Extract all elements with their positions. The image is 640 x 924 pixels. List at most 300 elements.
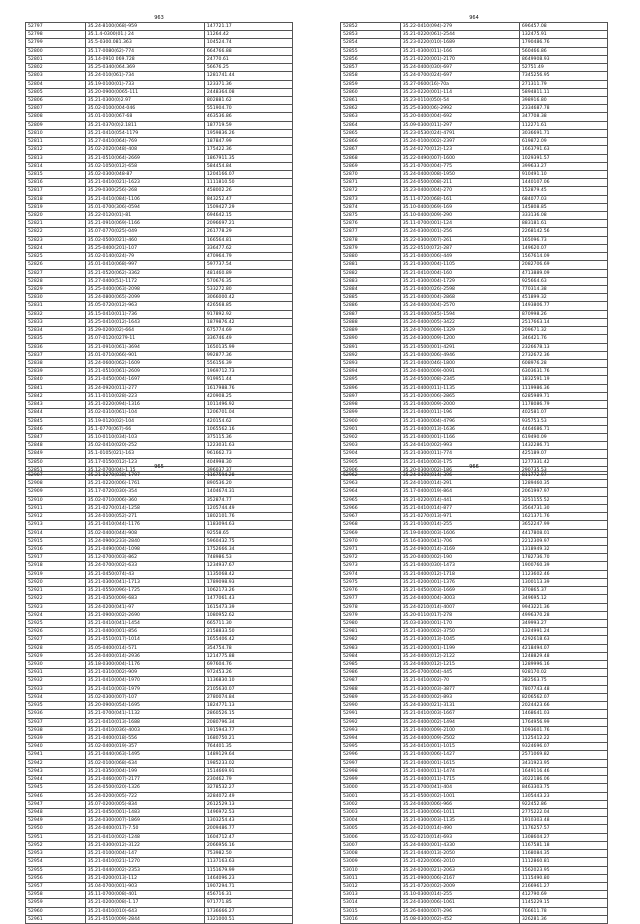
table-row bbox=[26, 866, 293, 874]
table-row bbox=[341, 310, 608, 318]
point-id-cell: 52939 bbox=[26, 735, 86, 743]
point-id-cell: 52841 bbox=[26, 384, 86, 392]
table-row bbox=[341, 513, 608, 521]
easting-cell: 404998.30 bbox=[204, 458, 292, 466]
northing-cell: 35.21-0510(064)-2669 bbox=[85, 154, 204, 162]
northing-cell: 35.24-0800(065)-2099 bbox=[85, 294, 204, 302]
point-id-cell: 52879 bbox=[341, 244, 401, 252]
table-row bbox=[26, 195, 293, 203]
easting-cell: 1248829.48 bbox=[519, 652, 607, 660]
table-row bbox=[341, 702, 608, 710]
point-id-cell: 52800 bbox=[26, 47, 86, 55]
coordinates-table bbox=[25, 471, 293, 924]
northing-cell: 35.07-0120(0279-11 bbox=[85, 335, 204, 343]
point-id-cell: 52906 bbox=[341, 466, 401, 474]
table-row bbox=[26, 359, 293, 367]
table-row bbox=[341, 31, 608, 39]
easting-cell: 1151679.99 bbox=[204, 866, 292, 874]
point-id-cell: 53005 bbox=[341, 825, 401, 833]
easting-cell: 336746.49 bbox=[204, 335, 292, 343]
table-row bbox=[26, 450, 293, 458]
northing-cell: 35.24-0400(005)-3422 bbox=[400, 318, 519, 326]
point-id-cell: 52882 bbox=[341, 269, 401, 277]
easting-cell: 1567614.09 bbox=[519, 253, 607, 261]
table-row bbox=[26, 351, 293, 359]
point-id-cell: 52810 bbox=[26, 129, 86, 137]
easting-cell: 3284072.49 bbox=[204, 792, 292, 800]
point-id-cell: 52993 bbox=[341, 726, 401, 734]
northing-cell: 35.21-0410(013)-1688 bbox=[85, 718, 204, 726]
northing-cell: 35.21-0510(017)-1014 bbox=[85, 636, 204, 644]
easting-cell: 456716.31 bbox=[204, 891, 292, 899]
table-row bbox=[341, 359, 608, 367]
easting-cell: 1867911.35 bbox=[204, 154, 292, 162]
easting-cell: 1300113.39 bbox=[519, 578, 607, 586]
easting-cell: 1604712.47 bbox=[204, 833, 292, 841]
point-id-cell: 52998 bbox=[341, 767, 401, 775]
table-row bbox=[26, 244, 293, 252]
point-id-cell: 52861 bbox=[341, 96, 401, 104]
point-id-cell: 52909 bbox=[26, 488, 86, 496]
easting-cell: 4417808.01 bbox=[519, 529, 607, 537]
northing-cell: 35.09-0300(011)-297 bbox=[400, 121, 519, 129]
table-row bbox=[26, 121, 293, 129]
easting-cell: 396037.37 bbox=[204, 466, 292, 474]
northing-cell: 35.15-0410(011)-736 bbox=[85, 310, 204, 318]
point-id-cell: 52877 bbox=[341, 228, 401, 236]
table-row bbox=[341, 129, 608, 137]
northing-cell: 35.21-0900(002)-2690 bbox=[85, 611, 204, 619]
table-row bbox=[26, 23, 293, 31]
easting-cell: 584454.84 bbox=[204, 162, 292, 170]
northing-cell: 35.24-0400(009)-2502 bbox=[400, 735, 519, 743]
table-row bbox=[26, 595, 293, 603]
easting-cell: 764401.35 bbox=[204, 743, 292, 751]
northing-cell: 35.21-0410(002)-70 bbox=[400, 677, 519, 685]
easting-cell: 8463303.75 bbox=[519, 784, 607, 792]
northing-cell: 35.24-0500(008)-2345 bbox=[400, 376, 519, 384]
northing-cell: 35.12-0700(04)-1.15 bbox=[85, 466, 204, 474]
easting-cell: 7345256.95 bbox=[519, 72, 607, 80]
table-row bbox=[26, 55, 293, 63]
table-row bbox=[26, 743, 293, 751]
northing-cell: 35.21-0910(061)-3694 bbox=[85, 343, 204, 351]
point-id-cell: 52958 bbox=[26, 891, 86, 899]
table-row bbox=[341, 409, 608, 417]
table-row bbox=[26, 294, 293, 302]
northing-cell: 35.05-0400(014)-571 bbox=[85, 644, 204, 652]
point-id-cell: 52974 bbox=[341, 570, 401, 578]
northing-cell: 35.21-0300(004)-4796 bbox=[400, 417, 519, 425]
easting-cell: 458002.26 bbox=[204, 187, 292, 195]
point-id-cell: 52824 bbox=[26, 244, 86, 252]
table-row bbox=[341, 433, 608, 441]
table-row bbox=[341, 154, 608, 162]
point-id-cell: 52950 bbox=[26, 825, 86, 833]
easting-cell: 1289996.16 bbox=[519, 661, 607, 669]
table-row bbox=[341, 236, 608, 244]
point-id-cell: 52831 bbox=[26, 302, 86, 310]
easting-cell: 697604.76 bbox=[204, 661, 292, 669]
northing-cell: 35.21-0410(041)-1454 bbox=[85, 619, 204, 627]
easting-cell: 230462.79 bbox=[204, 776, 292, 784]
northing-cell: 35.24-0270(012)-123 bbox=[400, 146, 519, 154]
table-row bbox=[26, 915, 293, 923]
northing-cell: 35.24-0400(030)-697 bbox=[400, 64, 519, 72]
point-id-cell: 52817 bbox=[26, 187, 86, 195]
table-row bbox=[26, 129, 293, 137]
easting-cell: 1062173.26 bbox=[204, 587, 292, 595]
point-id-cell: 53003 bbox=[341, 808, 401, 816]
northing-cell: 35.10-0400(009)-290 bbox=[400, 212, 519, 220]
point-id-cell: 52886 bbox=[341, 302, 401, 310]
point-id-cell: 52962 bbox=[341, 472, 401, 480]
table-row bbox=[26, 529, 293, 537]
point-id-cell: 52904 bbox=[341, 450, 401, 458]
table-row bbox=[341, 261, 608, 269]
northing-cell: 35.1.4-0300(01.) 24 bbox=[85, 31, 204, 39]
point-id-cell: 52889 bbox=[341, 327, 401, 335]
easting-cell: 560466.86 bbox=[519, 47, 607, 55]
point-id-cell: 52844 bbox=[26, 409, 86, 417]
northing-cell: 35.24-0900(233)-2840 bbox=[85, 537, 204, 545]
table-row bbox=[341, 858, 608, 866]
table-row bbox=[341, 212, 608, 220]
northing-cell: 35.21-0410(003)-175 bbox=[400, 458, 519, 466]
easting-cell: 463536.86 bbox=[204, 113, 292, 121]
easting-cell: 481460.89 bbox=[204, 269, 292, 277]
table-row bbox=[26, 907, 293, 915]
table-row bbox=[26, 570, 293, 578]
table-row bbox=[341, 96, 608, 104]
northing-cell: 35.21-0270(014)-1258 bbox=[85, 504, 204, 512]
point-id-cell: 52883 bbox=[341, 277, 401, 285]
point-id-cell: 52913 bbox=[26, 521, 86, 529]
point-id-cell: 52875 bbox=[341, 212, 401, 220]
northing-cell: 35.02-0400(044)-908 bbox=[85, 529, 204, 537]
easting-cell: 1432286.71 bbox=[519, 442, 607, 450]
easting-cell: 928170.02 bbox=[519, 669, 607, 677]
table-row bbox=[26, 47, 293, 55]
table-row bbox=[26, 710, 293, 718]
point-id-cell: 52936 bbox=[26, 710, 86, 718]
easting-cell: 1969712.73 bbox=[204, 368, 292, 376]
point-id-cell: 52922 bbox=[26, 595, 86, 603]
northing-cell: 35.21-0440(063)-1495 bbox=[85, 751, 204, 759]
point-id-cell: 53012 bbox=[341, 882, 401, 890]
easting-cell: 1119986.36 bbox=[519, 384, 607, 392]
table-row bbox=[341, 343, 608, 351]
northing-cell: 35.18-0300(004)-1176 bbox=[85, 661, 204, 669]
table-row bbox=[341, 800, 608, 808]
table-row bbox=[26, 154, 293, 162]
table-row bbox=[341, 496, 608, 504]
table-row bbox=[26, 425, 293, 433]
coordinates-table bbox=[340, 22, 608, 475]
point-id-cell: 52941 bbox=[26, 751, 86, 759]
point-id-cell: 52827 bbox=[26, 269, 86, 277]
easting-cell: 1281741.44 bbox=[204, 72, 292, 80]
easting-cell: 1289460.35 bbox=[519, 480, 607, 488]
point-id-cell: 52967 bbox=[341, 513, 401, 521]
northing-cell: 35.19-0400(003)-1606 bbox=[400, 529, 519, 537]
point-id-cell: 52856 bbox=[341, 55, 401, 63]
easting-cell: 354754.78 bbox=[204, 644, 292, 652]
table-row bbox=[26, 113, 293, 121]
table-row bbox=[341, 628, 608, 636]
northing-cell: 35.21-0400(011)-1135 bbox=[400, 384, 519, 392]
easting-cell: 347708.38 bbox=[519, 113, 607, 121]
point-id-cell: 52981 bbox=[341, 628, 401, 636]
point-id-cell: 52843 bbox=[26, 401, 86, 409]
easting-cell: 925664.63 bbox=[519, 277, 607, 285]
point-id-cell: 52975 bbox=[341, 578, 401, 586]
table-row bbox=[341, 562, 608, 570]
northing-cell: 35.23-0220(010)-1689 bbox=[400, 39, 519, 47]
easting-cell: 1135068.42 bbox=[204, 570, 292, 578]
point-id-cell: 53010 bbox=[341, 866, 401, 874]
northing-cell: 35.24-010(061)-734 bbox=[85, 72, 204, 80]
point-id-cell: 52797 bbox=[26, 23, 86, 31]
easting-cell: 8649908.93 bbox=[519, 55, 607, 63]
point-id-cell: 52997 bbox=[341, 759, 401, 767]
northing-cell: 35.24-0400(017)-7.50 bbox=[85, 825, 204, 833]
point-id-cell: 52925 bbox=[26, 619, 86, 627]
easting-cell: 1111810.50 bbox=[204, 179, 292, 187]
table-row bbox=[26, 661, 293, 669]
easting-cell: 4292618.63 bbox=[519, 636, 607, 644]
easting-cell: 3278532.27 bbox=[204, 784, 292, 792]
point-id-cell: 52895 bbox=[341, 376, 401, 384]
point-id-cell: 52959 bbox=[26, 899, 86, 907]
northing-cell: 35.02-0140(024)-79 bbox=[85, 253, 204, 261]
easting-cell: 1178086.79 bbox=[519, 401, 607, 409]
table-row bbox=[341, 693, 608, 701]
table-row bbox=[341, 504, 608, 512]
table-row bbox=[26, 220, 293, 228]
northing-cell: 35.21-0400(001)-1615 bbox=[400, 759, 519, 767]
table-row bbox=[341, 47, 608, 55]
northing-cell: 35.21-0400(001)-856 bbox=[85, 628, 204, 636]
point-id-cell: 52938 bbox=[26, 726, 86, 734]
table-row bbox=[341, 327, 608, 335]
easting-cell: 1959836.26 bbox=[204, 129, 292, 137]
northing-cell: 35.21-0460(007)-2177 bbox=[85, 776, 204, 784]
easting-cell: 92558.65 bbox=[204, 529, 292, 537]
easting-cell: 2024423.66 bbox=[519, 702, 607, 710]
northing-cell: 35.21-0300(0)2.97 bbox=[85, 96, 204, 104]
easting-cell: 1204166.07 bbox=[204, 170, 292, 178]
easting-cell: 209671.32 bbox=[519, 327, 607, 335]
table-row bbox=[26, 343, 293, 351]
point-id-cell: 52992 bbox=[341, 718, 401, 726]
point-id-cell: 52978 bbox=[341, 603, 401, 611]
point-id-cell: 52818 bbox=[26, 195, 86, 203]
point-id-cell: 52837 bbox=[26, 351, 86, 359]
northing-cell: 35.02-2020(048)-408 bbox=[85, 146, 204, 154]
point-id-cell: 52935 bbox=[26, 702, 86, 710]
point-id-cell: 52864 bbox=[341, 121, 401, 129]
table-row bbox=[341, 833, 608, 841]
northing-cell: 35.19-0100(01)-733 bbox=[85, 80, 204, 88]
easting-cell: 420154.62 bbox=[204, 417, 292, 425]
table-row bbox=[341, 195, 608, 203]
point-id-cell: 52934 bbox=[26, 693, 86, 701]
easting-cell: 7807743.48 bbox=[519, 685, 607, 693]
easting-cell: 123371.36 bbox=[204, 80, 292, 88]
table-row bbox=[26, 578, 293, 586]
easting-cell: 5960432.75 bbox=[204, 537, 292, 545]
easting-cell: 917892.92 bbox=[204, 310, 292, 318]
table-row bbox=[26, 64, 293, 72]
point-id-cell: 52970 bbox=[341, 537, 401, 545]
point-id-cell: 52870 bbox=[341, 170, 401, 178]
northing-cell: 35.17-0150(012)-123 bbox=[85, 458, 204, 466]
northing-cell: 35.17-0400(019)-864 bbox=[400, 488, 519, 496]
point-id-cell: 52932 bbox=[26, 677, 86, 685]
easting-cell: 910491.10 bbox=[519, 170, 607, 178]
table-row bbox=[341, 277, 608, 285]
easting-cell: 1115490.80 bbox=[519, 874, 607, 882]
table-row bbox=[26, 327, 293, 335]
point-id-cell: 52969 bbox=[341, 529, 401, 537]
point-id-cell: 52994 bbox=[341, 735, 401, 743]
point-id-cell: 52806 bbox=[26, 96, 86, 104]
table-row bbox=[26, 472, 293, 480]
point-id-cell: 52847 bbox=[26, 433, 86, 441]
easting-cell: 971771.85 bbox=[204, 899, 292, 907]
point-id-cell: 52910 bbox=[26, 496, 86, 504]
northing-cell: 35.21-0720(002)-2009 bbox=[400, 882, 519, 890]
table-row bbox=[341, 652, 608, 660]
easting-cell: 1832591.19 bbox=[519, 376, 607, 384]
point-id-cell: 52995 bbox=[341, 743, 401, 751]
easting-cell: 1214775.88 bbox=[204, 652, 292, 660]
northing-cell: 35.01-0700(306)-0594 bbox=[85, 203, 204, 211]
point-id-cell: 52898 bbox=[341, 401, 401, 409]
point-id-cell: 52871 bbox=[341, 179, 401, 187]
point-id-cell: 52988 bbox=[341, 685, 401, 693]
northing-cell: 35.23-0220(001)-114 bbox=[400, 88, 519, 96]
northing-cell: 35.21-0700(041)-404 bbox=[400, 784, 519, 792]
easting-cell: 992877.36 bbox=[204, 351, 292, 359]
northing-cell: 35.24-0300(001)-256 bbox=[400, 228, 519, 236]
coordinates-table bbox=[340, 471, 608, 924]
northing-cell: 35.21-0300(011)-166 bbox=[400, 47, 519, 55]
page-number: 964 bbox=[469, 15, 479, 21]
northing-cell: 35.24-0920(011)-277 bbox=[85, 384, 204, 392]
northing-cell: 35.11-0720(068)-161 bbox=[400, 195, 519, 203]
point-id-cell: 52878 bbox=[341, 236, 401, 244]
northing-cell: 35.27-0400(51)-1172 bbox=[85, 277, 204, 285]
northing-cell: 35.22-0490(007)-1600 bbox=[400, 154, 519, 162]
easting-cell: 1736666.27 bbox=[204, 907, 292, 915]
table-row bbox=[341, 80, 608, 88]
table-row bbox=[341, 718, 608, 726]
easting-cell: 3066000.42 bbox=[204, 294, 292, 302]
northing-cell: 35.24-0400(002)-1494 bbox=[400, 718, 519, 726]
easting-cell: 1305443.23 bbox=[519, 792, 607, 800]
point-id-cell: 52984 bbox=[341, 652, 401, 660]
northing-cell: 35.21-0510(009)-2844 bbox=[85, 915, 204, 923]
page-number: 963 bbox=[154, 15, 164, 21]
northing-cell: 35.24-0100(052)-271 bbox=[85, 513, 204, 521]
easting-cell: 1489129.64 bbox=[204, 751, 292, 759]
northing-cell: 35.24-0300(007)-1869 bbox=[85, 817, 204, 825]
table-row bbox=[26, 236, 293, 244]
northing-cell: 35.24-0400(001)-4330 bbox=[400, 841, 519, 849]
northing-cell: 35.25-0300(06)-2992 bbox=[400, 105, 519, 113]
northing-cell: 35.21-0400(011)-196 bbox=[400, 409, 519, 417]
point-id-cell: 52840 bbox=[26, 376, 86, 384]
northing-cell: 35.21-0700(004)-775 bbox=[400, 162, 519, 170]
northing-cell: 35.01-0710(066)-901 bbox=[85, 351, 204, 359]
northing-cell: 35.21-0450(074)-43 bbox=[85, 570, 204, 578]
point-id-cell: 52826 bbox=[26, 261, 86, 269]
table-row bbox=[341, 228, 608, 236]
table-row bbox=[341, 450, 608, 458]
point-id-cell: 52964 bbox=[341, 488, 401, 496]
table-row bbox=[341, 554, 608, 562]
table-row bbox=[26, 776, 293, 784]
northing-cell: 35.20-0110(017)-278 bbox=[400, 611, 519, 619]
table-row bbox=[26, 718, 293, 726]
point-id-cell: 52965 bbox=[341, 496, 401, 504]
easting-cell: 425189.07 bbox=[519, 450, 607, 458]
point-id-cell: 52872 bbox=[341, 187, 401, 195]
easting-cell: 412790.69 bbox=[519, 891, 607, 899]
easting-cell: 1324991.24 bbox=[519, 628, 607, 636]
table-row bbox=[341, 710, 608, 718]
northing-cell: 35.21-0100(014)-255 bbox=[400, 521, 519, 529]
easting-cell: 748986.53 bbox=[204, 554, 292, 562]
northing-cell: 35.21-0550(096)-1725 bbox=[85, 587, 204, 595]
point-id-cell: 52816 bbox=[26, 179, 86, 187]
table-row bbox=[341, 55, 608, 63]
easting-cell: 145808.85 bbox=[519, 203, 607, 211]
easting-cell: 470964.79 bbox=[204, 253, 292, 261]
table-row bbox=[26, 409, 293, 417]
northing-cell: 35.02-0710(006)-360 bbox=[85, 496, 204, 504]
point-id-cell: 52901 bbox=[341, 425, 401, 433]
point-id-cell: 52819 bbox=[26, 203, 86, 211]
point-id-cell: 52814 bbox=[26, 162, 86, 170]
northing-cell: 35.14-0910 069.728 bbox=[85, 55, 204, 63]
northing-cell: 35.02-0310(061)-104 bbox=[85, 409, 204, 417]
easting-cell: 290735.53 bbox=[519, 466, 607, 474]
easting-cell: 3564731.30 bbox=[519, 504, 607, 512]
table-row bbox=[341, 392, 608, 400]
northing-cell: 35.21-0220(001)-2170 bbox=[400, 55, 519, 63]
northing-cell: 35.21-0350(009)-683 bbox=[85, 595, 204, 603]
point-id-cell: 52815 bbox=[26, 170, 86, 178]
point-id-cell: 52917 bbox=[26, 554, 86, 562]
point-id-cell: 52953 bbox=[26, 850, 86, 858]
easting-cell: 187847.99 bbox=[204, 138, 292, 146]
table-row bbox=[341, 220, 608, 228]
easting-cell: 2612529.13 bbox=[204, 800, 292, 808]
table-row bbox=[26, 808, 293, 816]
table-row bbox=[26, 554, 293, 562]
northing-cell: 35.21-0490(004)-1098 bbox=[85, 545, 204, 553]
easting-cell: 1136830.10 bbox=[204, 677, 292, 685]
northing-cell: 35.26-0700(004)-445 bbox=[400, 669, 519, 677]
easting-cell: 1900760.39 bbox=[519, 562, 607, 570]
point-id-cell: 53001 bbox=[341, 792, 401, 800]
point-id-cell: 52801 bbox=[26, 55, 86, 63]
coordinates-table bbox=[25, 22, 293, 475]
point-id-cell: 52890 bbox=[341, 335, 401, 343]
